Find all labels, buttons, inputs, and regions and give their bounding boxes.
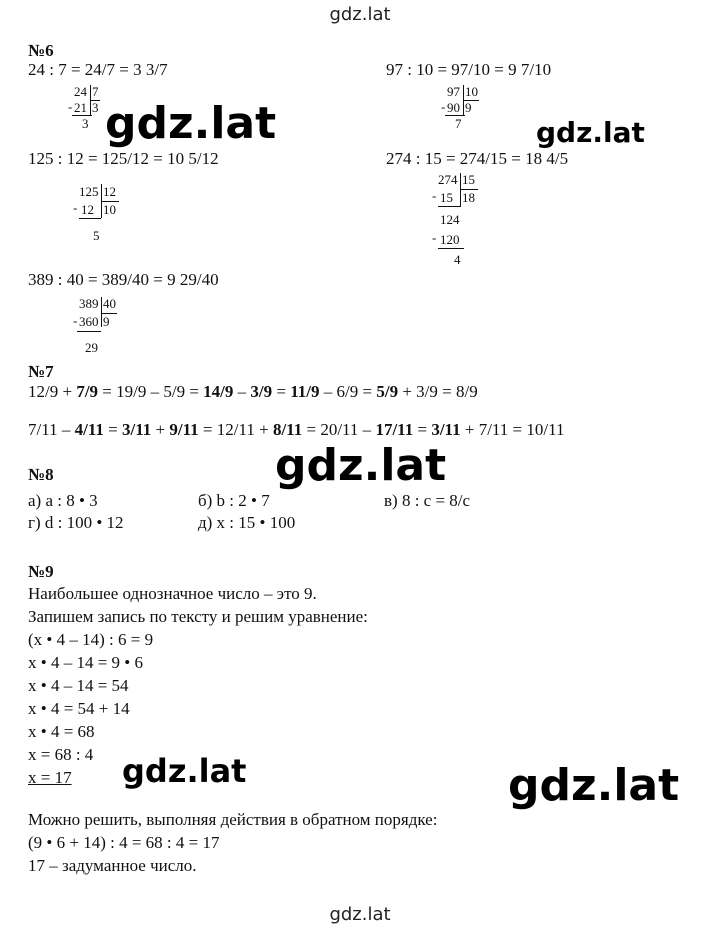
fraction-segment: + 3/9 = 8/9 bbox=[398, 382, 478, 401]
task6-eq3: 125 : 12 = 125/12 = 10 5/12 bbox=[28, 149, 219, 168]
task8-item-g: г) d : 100 • 12 bbox=[28, 513, 124, 532]
fraction-segment: – bbox=[233, 382, 251, 401]
fraction-segment: + 7/11 = 10/11 bbox=[460, 420, 565, 439]
fraction-segment: = 20/11 – bbox=[302, 420, 376, 439]
fraction-segment: = bbox=[413, 420, 432, 439]
task9-line: x • 4 = 54 + 14 bbox=[28, 699, 130, 718]
task6-eq5: 389 : 40 = 389/40 = 9 29/40 bbox=[28, 270, 219, 289]
task6-eq4: 274 : 15 = 274/15 = 18 4/5 bbox=[386, 149, 569, 168]
fraction-segment: = bbox=[272, 382, 291, 401]
task9-line: x = 68 : 4 bbox=[28, 745, 94, 764]
task8-item-v: в) 8 : c = 8/c bbox=[384, 491, 471, 510]
fraction-segment: = 19/9 – 5/9 = bbox=[98, 382, 204, 401]
task9-line: Запишем запись по тексту и решим уравнение: bbox=[28, 607, 368, 626]
task7-line1 bbox=[28, 382, 478, 402]
task7-title: №7 bbox=[28, 362, 54, 381]
task9-line: x • 4 – 14 = 54 bbox=[28, 676, 129, 695]
fraction-segment: 14/9 bbox=[203, 382, 234, 401]
watermark-top: gdz.lat bbox=[329, 4, 391, 25]
fraction-segment: 17/11 bbox=[375, 420, 414, 439]
watermark-big: gdz.lat bbox=[122, 752, 247, 790]
task9-line: Наибольшее однозначное число – это 9. bbox=[28, 584, 317, 603]
fraction-segment: = bbox=[103, 420, 122, 439]
task7-line2 bbox=[28, 420, 564, 440]
task6-eq2: 97 : 10 = 97/10 = 9 7/10 bbox=[386, 60, 552, 79]
task9-line: x • 4 – 14 = 9 • 6 bbox=[28, 653, 143, 672]
task9-answer: x = 17 bbox=[28, 768, 72, 787]
fraction-segment: 3/11 bbox=[121, 420, 152, 439]
fraction-segment: 11/9 bbox=[290, 382, 320, 401]
watermark-big: gdz.lat bbox=[508, 760, 680, 811]
fraction-segment: 3/9 bbox=[250, 382, 273, 401]
fraction-segment: + bbox=[151, 420, 170, 439]
task6-title: №6 bbox=[28, 41, 54, 60]
task8-item-a: а) a : 8 • 3 bbox=[28, 491, 98, 510]
task8-title: №8 bbox=[28, 465, 54, 484]
task9-line: x • 4 = 68 bbox=[28, 722, 95, 741]
fraction-segment: 12/9 + bbox=[28, 382, 77, 401]
long-division-4: 274 15 - 15 18 124 - 120 4 bbox=[432, 172, 502, 266]
long-division-2: 97 10 - 90 9 7 bbox=[441, 84, 478, 131]
fraction-segment: 8/11 bbox=[272, 420, 303, 439]
task6-eq1: 24 : 7 = 24/7 = 3 3/7 bbox=[28, 60, 168, 79]
task9-line: (9 • 6 + 14) : 4 = 68 : 4 = 17 bbox=[28, 833, 220, 852]
fraction-segment: 9/11 bbox=[169, 420, 199, 439]
fraction-segment: – 6/9 = bbox=[319, 382, 377, 401]
long-division-1: 24 7 - 21 3 3 bbox=[68, 84, 99, 131]
watermark-big: gdz.lat bbox=[105, 98, 277, 149]
fraction-segment: 7/9 bbox=[76, 382, 99, 401]
task8-item-b: б) b : 2 • 7 bbox=[198, 491, 270, 510]
task9-line: (x • 4 – 14) : 6 = 9 bbox=[28, 630, 154, 649]
task9-line: 17 – задуманное число. bbox=[28, 856, 197, 875]
watermark-bottom: gdz.lat bbox=[329, 904, 391, 925]
watermark-big: gdz.lat bbox=[536, 116, 645, 149]
fraction-segment: 4/11 bbox=[74, 420, 104, 439]
task8-item-d: д) x : 15 • 100 bbox=[198, 513, 296, 532]
fraction-segment: 3/11 bbox=[431, 420, 461, 439]
fraction-segment: 7/11 – bbox=[28, 420, 75, 439]
task9-title: №9 bbox=[28, 562, 54, 581]
fraction-segment: = 12/11 + bbox=[198, 420, 273, 439]
long-division-5: 389 40 - 360 9 29 bbox=[73, 296, 116, 355]
long-division-3: 125 12 - 12 10 5 bbox=[73, 182, 143, 244]
watermark-big: gdz.lat bbox=[275, 440, 447, 491]
task9-line: Можно решить, выполняя действия в обратном порядке: bbox=[28, 810, 438, 829]
fraction-segment: 5/9 bbox=[376, 382, 399, 401]
